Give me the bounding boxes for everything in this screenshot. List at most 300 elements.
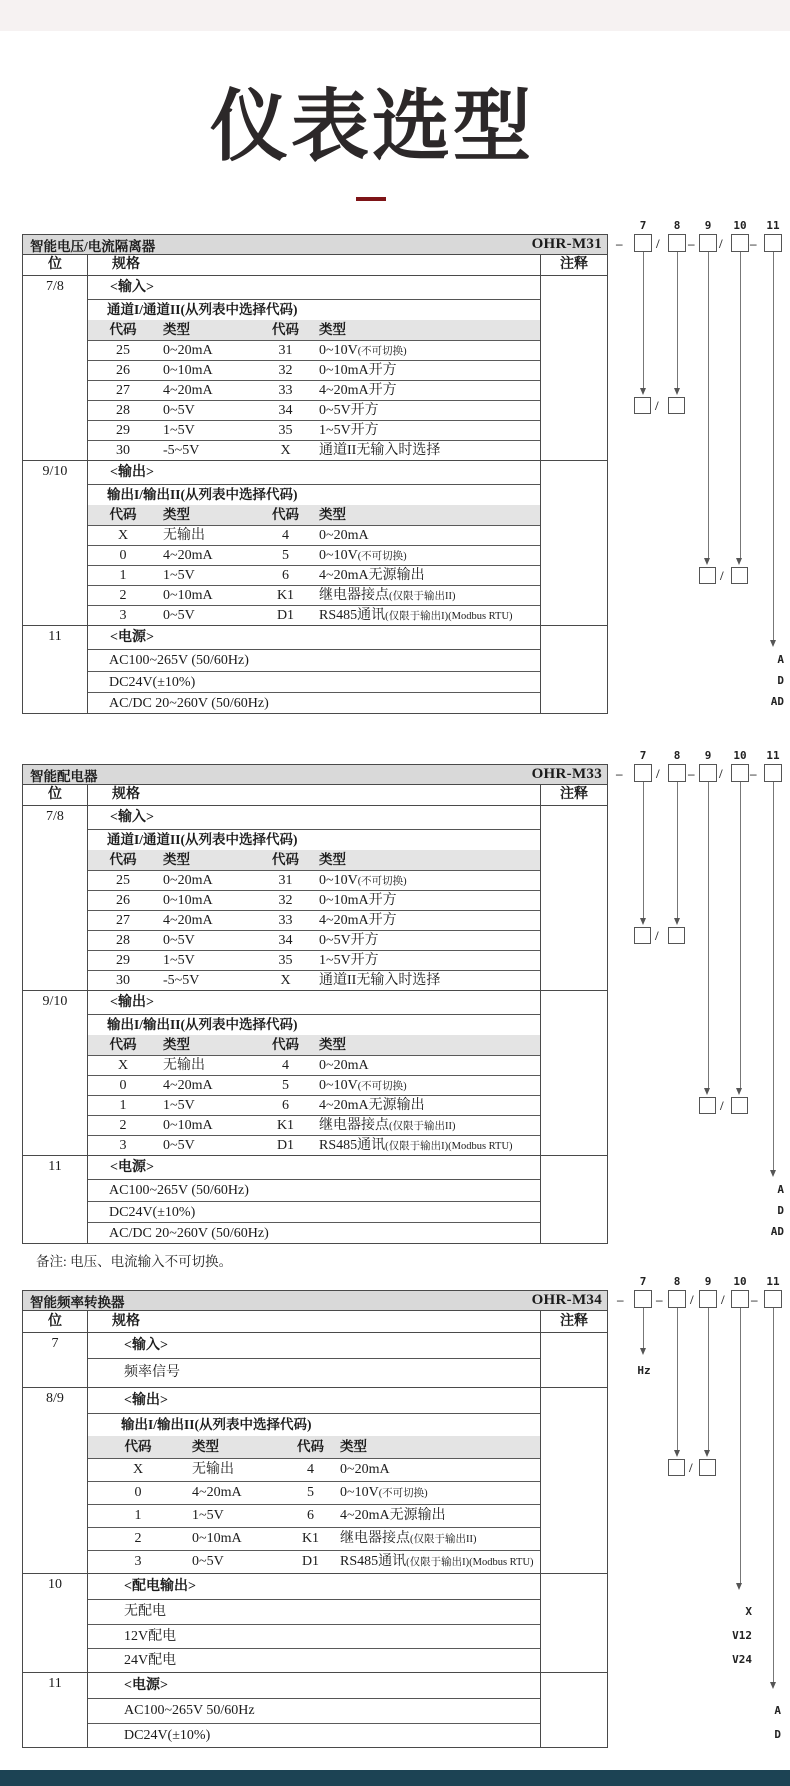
connector-line xyxy=(708,782,709,1088)
slash-separator: / xyxy=(720,568,724,583)
section-input xyxy=(23,806,607,991)
code-cell: K1 xyxy=(276,1118,295,1133)
col-spec: 规格 xyxy=(112,787,140,802)
type-cell xyxy=(338,1459,540,1481)
section-position: 11 xyxy=(23,626,88,713)
code-box xyxy=(731,764,749,782)
code-row xyxy=(88,1095,540,1115)
type-cell xyxy=(313,931,540,950)
code-box xyxy=(699,1290,717,1308)
type-cell xyxy=(313,1116,540,1135)
hdr-code: 代码 xyxy=(109,1037,137,1052)
type-cell xyxy=(313,441,540,460)
landing-box xyxy=(634,397,651,414)
hdr-type: 类型 xyxy=(319,1037,346,1052)
type-text: 1~5V开方 xyxy=(319,953,379,968)
code-cell: 5 xyxy=(307,1485,314,1500)
code-table-header xyxy=(88,850,540,870)
type-cell xyxy=(338,1528,540,1550)
code-cell: 30 xyxy=(116,973,130,988)
code-cell: X xyxy=(280,443,291,458)
type-cell: 4~20mA xyxy=(163,383,213,398)
position-digit: 11 xyxy=(766,1275,780,1288)
code-row xyxy=(88,585,540,605)
code-row xyxy=(88,1135,540,1155)
code-cell: K1 xyxy=(301,1531,320,1546)
note-cell xyxy=(540,626,607,713)
type-cell: 无输出 xyxy=(163,1058,205,1073)
code-cell: X xyxy=(132,1462,144,1477)
section-title: <输入> xyxy=(88,1333,540,1359)
arrow-down-icon xyxy=(704,1450,710,1457)
connector-line xyxy=(643,252,644,388)
type-cell: 0~10mA xyxy=(163,1118,213,1133)
landing-box xyxy=(668,397,685,414)
section-output xyxy=(23,461,607,626)
power-code-label: D xyxy=(777,1204,784,1217)
section-body xyxy=(88,1156,540,1243)
section-body xyxy=(88,276,540,460)
code-cell: 31 xyxy=(278,873,293,888)
code-cell: 34 xyxy=(278,933,293,948)
section-body xyxy=(88,461,540,625)
arrow-down-icon xyxy=(704,558,710,565)
code-row xyxy=(88,400,540,420)
code-box xyxy=(731,1290,749,1308)
section-position: 10 xyxy=(23,1574,88,1672)
type-cell xyxy=(313,341,540,360)
arrow-down-icon xyxy=(674,918,680,925)
section-output xyxy=(23,991,607,1156)
arrow-down-icon xyxy=(704,1088,710,1095)
hdr-type: 类型 xyxy=(319,322,346,337)
position-digit: 9 xyxy=(704,1275,712,1288)
type-text: 4~20mA开方 xyxy=(319,383,397,398)
product-model: OHR-M34 xyxy=(531,1292,602,1308)
code-separator: / xyxy=(721,1292,725,1307)
type-cell: 1~5V xyxy=(163,953,195,968)
hdr-type: 类型 xyxy=(163,1037,190,1052)
top-banner xyxy=(0,0,790,31)
code-cell: 26 xyxy=(116,363,130,378)
code-row xyxy=(88,1075,540,1095)
position-digit: 9 xyxy=(704,749,712,762)
power-option: AC/DC 20~260V (50/60Hz) xyxy=(88,1222,540,1243)
code-separator: / xyxy=(656,766,660,781)
slash-separator: / xyxy=(720,1098,724,1113)
landing-box xyxy=(699,1459,716,1476)
column-header-row xyxy=(23,785,607,806)
position-digit: 7 xyxy=(639,749,647,762)
code-cell: 25 xyxy=(116,343,130,358)
code-cell: 25 xyxy=(116,873,130,888)
code-cell: 5 xyxy=(282,548,289,563)
power-option: DC24V(±10%) xyxy=(88,671,540,692)
type-text: 4~20mA开方 xyxy=(319,913,397,928)
col-position: 位 xyxy=(23,255,88,275)
code-separator: – xyxy=(616,766,623,781)
code-cell: 6 xyxy=(307,1508,314,1523)
table-header xyxy=(23,235,607,255)
hdr-type: 类型 xyxy=(163,322,190,337)
product-model: OHR-M33 xyxy=(531,766,602,782)
type-cell: 1~5V xyxy=(163,568,195,583)
distribution-option: 无配电 xyxy=(124,1604,166,1619)
power-option: AC/DC 20~260V (50/60Hz) xyxy=(88,692,540,713)
type-cell xyxy=(338,1551,540,1573)
section-title: <电源> xyxy=(88,1156,540,1180)
type-text: 通道II无输入时选择 xyxy=(319,443,441,458)
column-header-row xyxy=(23,1311,607,1333)
section-input xyxy=(23,276,607,461)
title-underline xyxy=(356,197,386,201)
code-cell: X xyxy=(280,973,291,988)
section-position: 11 xyxy=(23,1673,88,1747)
section-subtitle: 频率信号 xyxy=(124,1365,180,1380)
section-body xyxy=(88,626,540,713)
section-subtitle: 输出I/输出II(从列表中选择代码) xyxy=(107,1017,298,1032)
table-header xyxy=(23,1291,607,1311)
type-cell: 4~20mA xyxy=(163,548,213,563)
code-cell: 27 xyxy=(116,913,130,928)
code-box xyxy=(764,234,782,252)
code-cell: 35 xyxy=(278,423,293,438)
code-cell: 31 xyxy=(278,343,293,358)
type-text: 0~20mA xyxy=(319,528,369,543)
code-cell: 32 xyxy=(278,893,293,908)
type-text: RS485通讯 xyxy=(319,1138,386,1153)
col-spec: 规格 xyxy=(112,1314,140,1329)
section-input xyxy=(23,1333,607,1388)
type-cell: 4~20mA xyxy=(163,913,213,928)
hdr-code: 代码 xyxy=(109,322,137,337)
type-note: (仅限于输出I)(Modbus RTU) xyxy=(406,1557,534,1568)
table-ohr-m34 xyxy=(22,1290,608,1748)
code-row xyxy=(88,545,540,565)
landing-box xyxy=(731,567,748,584)
code-row xyxy=(88,1481,540,1504)
hdr-code: 代码 xyxy=(272,852,299,867)
section-title: <电源> xyxy=(88,626,540,650)
table-ohr-m31 xyxy=(22,234,608,714)
section-title: <输入> xyxy=(88,806,540,830)
code-row xyxy=(88,890,540,910)
code-cell: 0 xyxy=(134,1485,142,1500)
type-text: 0~10mA开方 xyxy=(319,893,397,908)
code-row xyxy=(88,565,540,585)
position-digit: 10 xyxy=(733,219,747,232)
product-model: OHR-M31 xyxy=(531,236,602,252)
section-output xyxy=(23,1388,607,1574)
power-option: AC100~265V (50/60Hz) xyxy=(109,1183,249,1198)
code-row xyxy=(88,525,540,545)
section-title: <输出> xyxy=(88,991,540,1015)
type-cell: 无输出 xyxy=(192,1462,234,1477)
type-cell: 0~10mA xyxy=(192,1531,242,1546)
code-row xyxy=(88,870,540,890)
type-text: 0~20mA xyxy=(340,1462,390,1477)
position-digit: 11 xyxy=(766,749,780,762)
type-note: (不可切换) xyxy=(357,1081,407,1092)
code-cell: D1 xyxy=(276,1138,295,1153)
code-cell: 1 xyxy=(134,1508,142,1523)
input-code-label: Hz xyxy=(637,1364,651,1377)
section-body xyxy=(88,1388,540,1573)
code-cell: 4 xyxy=(282,1058,289,1073)
product-name: 智能配电器 xyxy=(30,768,98,784)
code-cell: 1 xyxy=(119,1098,127,1113)
type-cell xyxy=(313,1076,540,1095)
col-position: 位 xyxy=(23,1311,88,1332)
section-position: 7 xyxy=(23,1333,88,1387)
type-cell xyxy=(338,1505,540,1527)
code-cell: 35 xyxy=(278,953,293,968)
code-cell: 6 xyxy=(282,568,289,583)
footnote: 备注: 电压、电流输入不可切换。 xyxy=(36,1254,233,1269)
type-cell xyxy=(338,1482,540,1504)
distribution-code-label: V12 xyxy=(732,1629,752,1642)
code-row xyxy=(88,970,540,990)
code-cell: 3 xyxy=(119,608,127,623)
type-text: 0~5V开方 xyxy=(319,933,379,948)
section-title: <输入> xyxy=(88,276,540,300)
arrow-down-icon xyxy=(640,388,646,395)
code-box xyxy=(634,764,652,782)
power-code-label: AD xyxy=(770,1225,784,1238)
hdr-type: 类型 xyxy=(192,1439,219,1454)
type-text: 4~20mA无源输出 xyxy=(319,568,425,583)
col-note: 注释 xyxy=(540,1311,607,1332)
position-digit: 9 xyxy=(704,219,712,232)
code-separator: – xyxy=(688,766,695,781)
type-text: 0~20mA xyxy=(319,1058,369,1073)
code-cell: 2 xyxy=(119,1118,127,1133)
power-code-label: D xyxy=(777,674,784,687)
code-box xyxy=(731,234,749,252)
section-body xyxy=(88,1673,540,1747)
code-separator: – xyxy=(617,1292,624,1307)
type-cell: 无输出 xyxy=(163,528,205,543)
landing-box xyxy=(668,927,685,944)
section-title: <输出> xyxy=(88,461,540,485)
code-separator: / xyxy=(656,236,660,251)
type-cell xyxy=(313,361,540,380)
code-row xyxy=(88,1055,540,1075)
type-note: (不可切换) xyxy=(357,876,407,887)
type-cell xyxy=(313,381,540,400)
type-cell: 0~10mA xyxy=(163,588,213,603)
hdr-code: 代码 xyxy=(109,852,137,867)
type-cell: 4~20mA xyxy=(163,1078,213,1093)
section-position: 7/8 xyxy=(23,806,88,990)
type-cell xyxy=(313,1096,540,1115)
position-digit: 11 xyxy=(766,219,780,232)
landing-box xyxy=(699,567,716,584)
type-text: 1~5V开方 xyxy=(319,423,379,438)
type-text: RS485通讯 xyxy=(319,608,386,623)
section-power xyxy=(23,1673,607,1747)
code-cell: 2 xyxy=(119,588,127,603)
code-cell: 30 xyxy=(116,443,130,458)
type-text: 4~20mA无源输出 xyxy=(319,1098,425,1113)
arrow-down-icon xyxy=(640,1348,646,1355)
code-separator: / xyxy=(690,1292,694,1307)
power-code-label: AD xyxy=(770,695,784,708)
code-cell: K1 xyxy=(276,588,295,603)
power-code-label: A xyxy=(777,1183,784,1196)
type-text: 继电器接点 xyxy=(340,1531,410,1546)
type-cell xyxy=(313,421,540,440)
code-separator: – xyxy=(751,1292,758,1307)
col-position: 位 xyxy=(23,785,88,805)
slash-separator: / xyxy=(689,1460,693,1475)
column-header-row xyxy=(23,255,607,276)
type-text: 通道II无输入时选择 xyxy=(319,973,441,988)
code-row xyxy=(88,1550,540,1573)
code-separator: / xyxy=(719,766,723,781)
type-cell xyxy=(313,606,540,625)
col-note: 注释 xyxy=(540,255,607,275)
code-cell: 28 xyxy=(116,933,130,948)
type-cell: 0~5V xyxy=(163,1138,195,1153)
code-cell: 4 xyxy=(282,528,289,543)
code-cell: 5 xyxy=(282,1078,289,1093)
section-power xyxy=(23,626,607,713)
note-cell xyxy=(540,991,607,1155)
type-cell: 0~20mA xyxy=(163,343,213,358)
table-header xyxy=(23,765,607,785)
type-cell xyxy=(313,401,540,420)
connector-line xyxy=(677,1308,678,1450)
type-cell xyxy=(313,1056,540,1075)
code-cell: D1 xyxy=(276,608,295,623)
code-cell: 0 xyxy=(119,1078,127,1093)
code-cell: 34 xyxy=(278,403,293,418)
section-distribution xyxy=(23,1574,607,1673)
section-body xyxy=(88,1333,540,1387)
connector-line xyxy=(773,1308,774,1682)
code-box xyxy=(699,234,717,252)
type-text: 0~10V xyxy=(319,873,358,888)
section-position: 11 xyxy=(23,1156,88,1243)
position-digit: 10 xyxy=(733,749,747,762)
section-body xyxy=(88,806,540,990)
code-separator: – xyxy=(750,236,757,251)
hdr-code: 代码 xyxy=(297,1439,324,1454)
code-table-header xyxy=(88,320,540,340)
code-separator: – xyxy=(688,236,695,251)
arrow-down-icon xyxy=(770,1170,776,1177)
section-subtitle: 通道I/通道II(从列表中选择代码) xyxy=(107,302,298,317)
type-note: (仅限于输出II) xyxy=(410,1534,477,1545)
power-option: DC24V(±10%) xyxy=(88,1201,540,1222)
type-cell xyxy=(313,911,540,930)
power-code-label: D xyxy=(774,1728,781,1741)
arrow-down-icon xyxy=(736,1583,742,1590)
position-digit: 10 xyxy=(733,1275,747,1288)
position-digit: 7 xyxy=(639,1275,647,1288)
hdr-type: 类型 xyxy=(340,1439,367,1454)
section-title: <输出> xyxy=(88,1388,540,1414)
code-separator: – xyxy=(656,1292,663,1307)
arrow-down-icon xyxy=(770,640,776,647)
type-cell: -5~5V xyxy=(163,443,200,458)
code-row xyxy=(88,360,540,380)
table-ohr-m33 xyxy=(22,764,608,1244)
power-code-label: A xyxy=(777,653,784,666)
type-cell: 1~5V xyxy=(163,423,195,438)
code-row xyxy=(88,1527,540,1550)
code-box xyxy=(668,764,686,782)
type-cell: 0~5V xyxy=(163,403,195,418)
note-cell xyxy=(540,276,607,460)
connector-line xyxy=(708,1308,709,1450)
hdr-type: 类型 xyxy=(163,507,190,522)
type-cell xyxy=(313,546,540,565)
arrow-down-icon xyxy=(770,1682,776,1689)
type-text: 0~10V xyxy=(319,548,358,563)
code-cell: 27 xyxy=(116,383,130,398)
type-cell: 0~5V xyxy=(163,608,195,623)
code-row xyxy=(88,420,540,440)
code-row xyxy=(88,340,540,360)
code-table-header xyxy=(88,1436,540,1458)
code-row xyxy=(88,910,540,930)
type-cell: 0~5V xyxy=(163,933,195,948)
connector-line xyxy=(773,252,774,640)
code-row xyxy=(88,1115,540,1135)
note-cell xyxy=(540,1574,607,1672)
section-power xyxy=(23,1156,607,1243)
section-title: <电源> xyxy=(88,1673,540,1699)
code-cell: 1 xyxy=(119,568,127,583)
code-cell: 32 xyxy=(278,363,293,378)
col-spec: 规格 xyxy=(112,257,140,272)
code-box xyxy=(668,234,686,252)
type-text: 0~5V开方 xyxy=(319,403,379,418)
page-title: 仪表选型 xyxy=(209,82,534,170)
type-cell: 0~10mA xyxy=(163,893,213,908)
type-cell: 4~20mA xyxy=(192,1485,242,1500)
type-cell: 0~5V xyxy=(192,1554,224,1569)
code-separator: – xyxy=(616,236,623,251)
type-text: 4~20mA无源输出 xyxy=(340,1508,446,1523)
type-note: (不可切换) xyxy=(357,551,407,562)
section-body xyxy=(88,991,540,1155)
landing-box xyxy=(668,1459,685,1476)
type-cell xyxy=(313,891,540,910)
type-cell: -5~5V xyxy=(163,973,200,988)
code-box xyxy=(634,1290,652,1308)
type-note: (仅限于输出II) xyxy=(389,1121,456,1132)
code-box xyxy=(668,1290,686,1308)
code-row xyxy=(88,1458,540,1481)
code-table-header xyxy=(88,1035,540,1055)
position-digit: 8 xyxy=(673,219,681,232)
code-separator: / xyxy=(719,236,723,251)
type-cell xyxy=(313,871,540,890)
type-cell: 1~5V xyxy=(192,1508,224,1523)
note-cell xyxy=(540,806,607,990)
code-row xyxy=(88,1504,540,1527)
code-cell: D1 xyxy=(301,1554,320,1569)
code-row xyxy=(88,930,540,950)
arrow-down-icon xyxy=(736,1088,742,1095)
code-table-header xyxy=(88,505,540,525)
type-text: 继电器接点 xyxy=(319,1118,389,1133)
landing-box xyxy=(699,1097,716,1114)
code-row xyxy=(88,605,540,625)
